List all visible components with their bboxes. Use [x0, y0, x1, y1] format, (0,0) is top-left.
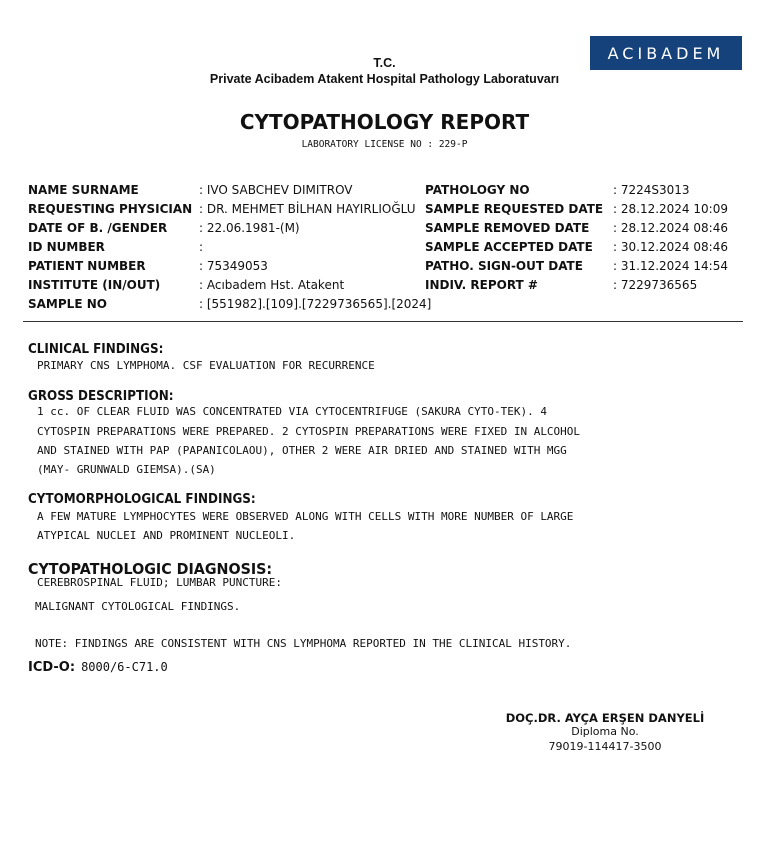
- patient-info-left: [28, 181, 432, 321]
- value-pathology-no: : 7224S3013: [613, 183, 690, 197]
- label-requesting-physician: REQUESTING PHYSICIAN: [28, 202, 193, 216]
- cytomorph-line: ATYPICAL NUCLEI AND PROMINENT NUCLEOLI.: [37, 529, 296, 542]
- gross-line: 1 cc. OF CLEAR FLUID WAS CONCENTRATED VIA CYTOCENTRIFUGE (SAKURA CYTO-TEK). 4: [37, 405, 547, 418]
- lab-license: LABORATORY LICENSE NO : 229-P: [301, 139, 468, 150]
- value-id-number: :: [199, 240, 204, 254]
- value-sample-accepted-date: : 30.12.2024 08:46: [613, 240, 728, 254]
- header-divider: [23, 321, 743, 322]
- signer-name: DOÇ.DR. AYÇA ERŞEN DANYELİ: [505, 711, 705, 725]
- value-indiv-report: : 7229736565: [613, 278, 698, 292]
- value-sign-out-date: : 31.12.2024 14:54: [613, 259, 728, 273]
- gross-line: (MAY- GRUNWALD GIEMSA).(SA): [37, 463, 216, 476]
- diagnosis-note: NOTE: FINDINGS ARE CONSISTENT WITH CNS LYMPHOMA REPORTED IN THE CLINICAL HISTORY.: [35, 637, 572, 650]
- label-sign-out-date: PATHO. SIGN-OUT DATE: [425, 259, 583, 273]
- value-sample-removed-date: : 28.12.2024 08:46: [613, 221, 728, 235]
- icd-o-code: 8000/6-C71.0: [81, 660, 168, 674]
- cytomorph-line: A FEW MATURE LYMPHOCYTES WERE OBSERVED ALONG WITH CELLS WITH MORE NUMBER OF LARGE: [37, 510, 574, 523]
- icd-o-label: ICD-O:: [28, 660, 76, 675]
- value-sample-requested-date: : 28.12.2024 10:09: [613, 202, 728, 216]
- value-institute: : Acıbadem Hst. Atakent: [199, 278, 345, 292]
- gross-description-heading: GROSS DESCRIPTION:: [28, 389, 174, 404]
- label-sample-removed-date: SAMPLE REMOVED DATE: [425, 221, 590, 235]
- label-institute: INSTITUTE (IN/OUT): [28, 278, 161, 292]
- value-dob-gender: : 22.06.1981-(M): [199, 221, 300, 235]
- value-sample-no: : [551982].[109].[7229736565].[2024]: [199, 297, 432, 311]
- hospital-name: Private Acibadem Atakent Hospital Pathology Laboratuvarı: [209, 72, 560, 86]
- label-sample-no: SAMPLE NO: [28, 297, 107, 311]
- value-name-surname: : IVO SABCHEV DIMITROV: [199, 183, 353, 197]
- diagnosis-specimen: CEREBROSPINAL FLUID; LUMBAR PUNCTURE:: [37, 576, 283, 589]
- label-sample-accepted-date: SAMPLE ACCEPTED DATE: [425, 240, 593, 254]
- gross-line: AND STAINED WITH PAP (PAPANICOLAOU), OTHER 2 WERE AIR DRIED AND STAINED WITH MGG: [37, 444, 567, 457]
- label-indiv-report: INDIV. REPORT #: [425, 278, 538, 292]
- logo-text: ACIBADEM: [607, 43, 725, 63]
- label-name-surname: NAME SURNAME: [28, 183, 139, 197]
- diagnosis-heading: CYTOPATHOLOGIC DIAGNOSIS:: [28, 560, 273, 578]
- label-id-number: ID NUMBER: [28, 240, 105, 254]
- cytomorph-heading: CYTOMORPHOLOGICAL FINDINGS:: [28, 492, 256, 507]
- patient-info-right: [425, 181, 755, 301]
- clinical-findings-heading: CLINICAL FINDINGS:: [28, 342, 164, 357]
- diploma-label: Diploma No.: [571, 725, 639, 738]
- clinical-findings-text: PRIMARY CNS LYMPHOMA. CSF EVALUATION FOR RECURRENCE: [37, 359, 375, 372]
- label-patient-number: PATIENT NUMBER: [28, 259, 146, 273]
- label-pathology-no: PATHOLOGY NO: [425, 183, 530, 197]
- report-title: CYTOPATHOLOGY REPORT: [239, 110, 530, 134]
- value-requesting-physician: : DR. MEHMET BİLHAN HAYIRLIOĞLU: [199, 202, 416, 216]
- header-tc: T.C.: [373, 56, 396, 70]
- label-sample-requested-date: SAMPLE REQUESTED DATE: [425, 202, 604, 216]
- label-dob-gender: DATE OF B. /GENDER: [28, 221, 168, 235]
- value-patient-number: : 75349053: [199, 259, 268, 273]
- diagnosis-result: MALIGNANT CYTOLOGICAL FINDINGS.: [35, 600, 241, 613]
- icd-o-row: [28, 660, 168, 675]
- gross-line: CYTOSPIN PREPARATIONS WERE PREPARED. 2 CYTOSPIN PREPARATIONS WERE FIXED IN ALCOHOL: [37, 425, 581, 438]
- diploma-number: 79019-114417-3500: [548, 740, 662, 753]
